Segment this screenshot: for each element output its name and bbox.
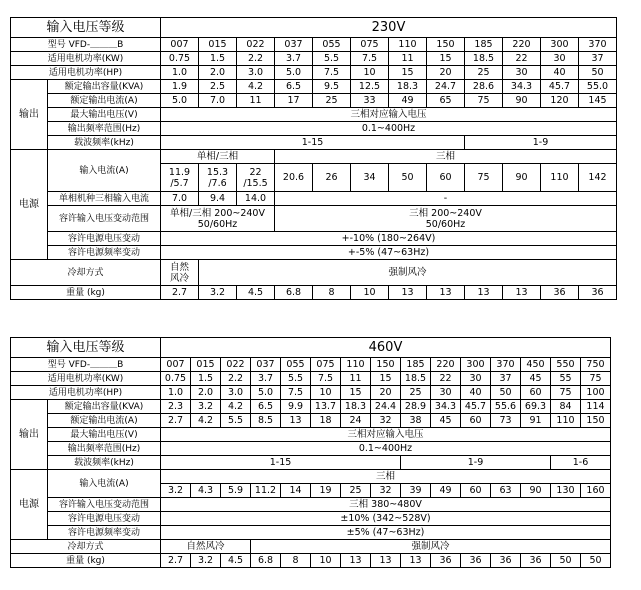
in-amp-cell: 14 (281, 484, 311, 498)
kw-cell: 37 (491, 372, 521, 386)
kva-cell: 55.0 (579, 80, 617, 94)
model-cell: 370 (579, 38, 617, 52)
model-cell: 750 (581, 358, 611, 372)
vrange-value: 三相 380~480V (161, 498, 611, 512)
amp-label: 额定输出电流(A) (48, 414, 161, 428)
amp-cell: 65 (427, 94, 465, 108)
weight-cell: 3.2 (191, 554, 221, 568)
in-amp-cell: 130 (551, 484, 581, 498)
in-amp-cell: 110 (541, 164, 579, 192)
single-input-cell: 14.0 (237, 192, 275, 206)
model-cell: 015 (191, 358, 221, 372)
single-input-cell: 9.4 (199, 192, 237, 206)
ftol-value: +-5% (47~63Hz) (161, 246, 617, 260)
model-cell: 150 (427, 38, 465, 52)
in-amp-cell: 49 (431, 484, 461, 498)
input-group-label: 电源 (11, 150, 48, 260)
hp-cell: 15 (341, 386, 371, 400)
model-cell: 075 (351, 38, 389, 52)
amp-cell: 5.0 (161, 94, 199, 108)
weight-cell: 8 (281, 554, 311, 568)
input-group-label: 电源 (11, 470, 48, 540)
kva-label: 额定输出容量(KVA) (48, 80, 161, 94)
model-cell: 300 (541, 38, 579, 52)
amp-cell: 4.2 (191, 414, 221, 428)
weight-label: 重量 (kg) (11, 554, 161, 568)
weight-cell: 36 (521, 554, 551, 568)
hp-cell: 1.0 (161, 386, 191, 400)
row-kw (11, 52, 617, 66)
cool-value: 自然风冷 (161, 540, 251, 554)
row-phase-header (11, 150, 617, 164)
model-cell: 550 (551, 358, 581, 372)
kva-cell: 28.6 (465, 80, 503, 94)
hp-cell: 50 (579, 66, 617, 80)
kw-cell: 37 (579, 52, 617, 66)
hp-cell: 40 (541, 66, 579, 80)
weight-cell: 13 (371, 554, 401, 568)
row-single-input (11, 192, 617, 206)
row-weight (11, 554, 611, 568)
model-cell: 450 (521, 358, 551, 372)
kw-cell: 1.5 (199, 52, 237, 66)
in-amp-cell: 90 (503, 164, 541, 192)
ftol-value: ±5% (47~63Hz) (161, 526, 611, 540)
vtol-label: 容许电源电压变动 (48, 512, 161, 526)
vrange-label: 容许输入电压变动范围 (48, 206, 161, 232)
in-amp-cell: 160 (581, 484, 611, 498)
carrier-value: 1-15 (161, 456, 401, 470)
row-vrange (11, 206, 617, 232)
weight-cell: 8 (313, 286, 351, 300)
amp-cell: 25 (313, 94, 351, 108)
model-cell: 037 (275, 38, 313, 52)
kw-cell: 0.75 (161, 52, 199, 66)
kw-cell: 30 (461, 372, 491, 386)
carrier-value: 1-15 (161, 136, 465, 150)
model-cell: 110 (341, 358, 371, 372)
weight-cell: 13 (341, 554, 371, 568)
kw-cell: 18.5 (465, 52, 503, 66)
model-cell: 370 (491, 358, 521, 372)
kva-label: 额定输出容量(KVA) (48, 400, 161, 414)
in-amp-cell: 142 (579, 164, 617, 192)
hp-cell: 60 (521, 386, 551, 400)
kw-cell: 2.2 (221, 372, 251, 386)
weight-cell: 10 (311, 554, 341, 568)
model-cell: 022 (221, 358, 251, 372)
row-freq (11, 122, 617, 136)
in-amp-label: 输入电流(A) (48, 470, 161, 498)
kva-cell: 28.9 (401, 400, 431, 414)
kw-cell: 18.5 (401, 372, 431, 386)
weight-cell: 2.7 (161, 554, 191, 568)
kva-cell: 9.5 (313, 80, 351, 94)
model-cell: 185 (465, 38, 503, 52)
hp-cell: 7.5 (281, 386, 311, 400)
amp-cell: 18 (311, 414, 341, 428)
kw-cell: 5.5 (313, 52, 351, 66)
hp-cell: 40 (461, 386, 491, 400)
row-ftol (11, 526, 611, 540)
model-cell: 220 (503, 38, 541, 52)
row-phase-header (11, 470, 611, 484)
weight-cell: 6.8 (251, 554, 281, 568)
vtol-label: 容许电源电压变动 (48, 232, 161, 246)
kw-cell: 7.5 (351, 52, 389, 66)
weight-cell: 13 (427, 286, 465, 300)
hp-cell: 2.0 (199, 66, 237, 80)
amp-cell: 73 (491, 414, 521, 428)
in-amp-cell: 26 (313, 164, 351, 192)
amp-cell: 13 (281, 414, 311, 428)
hp-cell: 7.5 (313, 66, 351, 80)
vtol-value: +-10% (180~264V) (161, 232, 617, 246)
model-cell: 185 (401, 358, 431, 372)
weight-cell: 6.8 (275, 286, 313, 300)
model-cell: 015 (199, 38, 237, 52)
output-group-label: 输出 (11, 400, 48, 470)
model-cell: 150 (371, 358, 401, 372)
hp-cell: 50 (491, 386, 521, 400)
kva-cell: 84 (551, 400, 581, 414)
kva-cell: 4.2 (221, 400, 251, 414)
kva-cell: 45.7 (541, 80, 579, 94)
kva-cell: 24.7 (427, 80, 465, 94)
kva-cell: 6.5 (251, 400, 281, 414)
model-cell: 110 (389, 38, 427, 52)
weight-cell: 36 (431, 554, 461, 568)
amp-cell: 33 (351, 94, 389, 108)
kva-cell: 18.3 (389, 80, 427, 94)
amp-cell: 49 (389, 94, 427, 108)
kva-cell: 2.3 (161, 400, 191, 414)
kw-cell: 30 (541, 52, 579, 66)
in-amp-cell: 39 (401, 484, 431, 498)
maxv-label: 最大输出电压(V) (48, 428, 161, 442)
kw-cell: 2.2 (237, 52, 275, 66)
phase-header: 三相 (161, 470, 611, 484)
hp-label: 适用电机功率(HP) (11, 66, 161, 80)
weight-cell: 13 (503, 286, 541, 300)
phase-header: 三相 (275, 150, 617, 164)
hp-cell: 15 (389, 66, 427, 80)
cool-label: 冷却方式 (11, 260, 161, 286)
model-label: 型号 VFD-＿＿＿B (11, 358, 161, 372)
kw-cell: 22 (431, 372, 461, 386)
vtol-value: ±10% (342~528V) (161, 512, 611, 526)
hp-cell: 20 (371, 386, 401, 400)
model-cell: 075 (311, 358, 341, 372)
carrier-label: 载波频率(kHz) (48, 136, 161, 150)
single-input-rest: - (275, 192, 617, 206)
in-amp-cell: 11.9 /5.7 (161, 164, 199, 192)
weight-cell: 13 (401, 554, 431, 568)
freq-label: 输出频率范围(Hz) (48, 122, 161, 136)
hp-cell: 100 (581, 386, 611, 400)
amp-cell: 75 (465, 94, 503, 108)
ftol-label: 容许电源频率变动 (48, 526, 161, 540)
in-amp-cell: 32 (371, 484, 401, 498)
kva-cell: 34.3 (503, 80, 541, 94)
kva-cell: 2.5 (199, 80, 237, 94)
in-amp-cell: 75 (465, 164, 503, 192)
amp-cell: 8.5 (251, 414, 281, 428)
kw-cell: 3.7 (275, 52, 313, 66)
in-amp-cell: 22 /15.5 (237, 164, 275, 192)
kva-cell: 55.6 (491, 400, 521, 414)
kva-cell: 24.4 (371, 400, 401, 414)
weight-cell: 50 (551, 554, 581, 568)
kw-cell: 7.5 (311, 372, 341, 386)
kva-cell: 3.2 (191, 400, 221, 414)
in-amp-cell: 5.9 (221, 484, 251, 498)
maxv-value: 三相对应输入电压 (161, 108, 617, 122)
kva-cell: 114 (581, 400, 611, 414)
hp-cell: 5.0 (251, 386, 281, 400)
kw-cell: 22 (503, 52, 541, 66)
kva-cell: 12.5 (351, 80, 389, 94)
cool-value: 强制风冷 (251, 540, 611, 554)
hp-label: 适用电机功率(HP) (11, 386, 161, 400)
kw-cell: 75 (581, 372, 611, 386)
row-freq (11, 442, 611, 456)
kw-cell: 0.75 (161, 372, 191, 386)
vrange-value: 单相/三相 200~240V 50/60Hz (161, 206, 275, 232)
model-cell: 220 (431, 358, 461, 372)
voltage-class-label: 输入电压等级 (11, 18, 161, 38)
amp-cell: 2.7 (161, 414, 191, 428)
single-input-cell: 7.0 (161, 192, 199, 206)
in-amp-cell: 90 (521, 484, 551, 498)
weight-cell: 4.5 (237, 286, 275, 300)
row-amp (11, 94, 617, 108)
amp-cell: 145 (579, 94, 617, 108)
kw-label: 适用电机功率(KW) (11, 52, 161, 66)
row-maxv (11, 428, 611, 442)
weight-cell: 13 (389, 286, 427, 300)
spec-table-460v (10, 337, 611, 568)
weight-label: 重量 (kg) (11, 286, 161, 300)
amp-cell: 110 (551, 414, 581, 428)
row-vtol (11, 232, 617, 246)
row-vtol (11, 512, 611, 526)
row-amp (11, 414, 611, 428)
maxv-value: 三相对应输入电压 (161, 428, 611, 442)
spec-table-230v (10, 17, 617, 300)
in-amp-cell: 4.3 (191, 484, 221, 498)
output-group-label: 输出 (11, 80, 48, 150)
kw-cell: 55 (551, 372, 581, 386)
kw-cell: 11 (341, 372, 371, 386)
in-amp-cell: 11.2 (251, 484, 281, 498)
kva-cell: 18.3 (341, 400, 371, 414)
model-cell: 055 (313, 38, 351, 52)
weight-cell: 36 (461, 554, 491, 568)
cool-value: 强制风冷 (199, 260, 617, 286)
amp-cell: 120 (541, 94, 579, 108)
kw-cell: 11 (389, 52, 427, 66)
hp-cell: 30 (431, 386, 461, 400)
kw-cell: 45 (521, 372, 551, 386)
maxv-label: 最大输出电压(V) (48, 108, 161, 122)
amp-cell: 60 (461, 414, 491, 428)
amp-cell: 38 (401, 414, 431, 428)
row-hp (11, 66, 617, 80)
row-carrier (11, 136, 617, 150)
row-model (11, 38, 617, 52)
voltage-class-value: 230V (161, 18, 617, 38)
hp-cell: 20 (427, 66, 465, 80)
in-amp-cell: 60 (427, 164, 465, 192)
kva-cell: 13.7 (311, 400, 341, 414)
hp-cell: 10 (311, 386, 341, 400)
row-kw (11, 372, 611, 386)
row-kva (11, 400, 611, 414)
amp-cell: 11 (237, 94, 275, 108)
weight-cell: 2.7 (161, 286, 199, 300)
kw-cell: 15 (371, 372, 401, 386)
weight-cell: 36 (579, 286, 617, 300)
vrange-value: 三相 200~240V 50/60Hz (275, 206, 617, 232)
row-ftol (11, 246, 617, 260)
weight-cell: 36 (491, 554, 521, 568)
hp-cell: 5.0 (275, 66, 313, 80)
row-carrier (11, 456, 611, 470)
kva-cell: 6.5 (275, 80, 313, 94)
amp-cell: 150 (581, 414, 611, 428)
weight-cell: 50 (581, 554, 611, 568)
model-cell: 007 (161, 38, 199, 52)
weight-cell: 36 (541, 286, 579, 300)
row-maxv (11, 108, 617, 122)
in-amp-cell: 25 (341, 484, 371, 498)
vrange-label: 容许输入电压变动范围 (48, 498, 161, 512)
kva-cell: 69.3 (521, 400, 551, 414)
row-cool (11, 260, 617, 286)
amp-cell: 7.0 (199, 94, 237, 108)
kw-label: 适用电机功率(KW) (11, 372, 161, 386)
freq-value: 0.1~400Hz (161, 442, 611, 456)
kva-cell: 1.9 (161, 80, 199, 94)
weight-cell: 13 (465, 286, 503, 300)
voltage-class-label: 输入电压等级 (11, 338, 161, 358)
kva-cell: 45.7 (461, 400, 491, 414)
hp-cell: 75 (551, 386, 581, 400)
kva-cell: 9.9 (281, 400, 311, 414)
carrier-value: 1-6 (551, 456, 611, 470)
amp-cell: 45 (431, 414, 461, 428)
voltage-class-value: 460V (161, 338, 611, 358)
row-hp (11, 386, 611, 400)
hp-cell: 1.0 (161, 66, 199, 80)
freq-label: 输出频率范围(Hz) (48, 442, 161, 456)
kva-cell: 4.2 (237, 80, 275, 94)
cool-label: 冷却方式 (11, 540, 161, 554)
cool-value: 自然 风冷 (161, 260, 199, 286)
model-cell: 300 (461, 358, 491, 372)
kw-cell: 15 (427, 52, 465, 66)
amp-cell: 17 (275, 94, 313, 108)
model-cell: 007 (161, 358, 191, 372)
hp-cell: 10 (351, 66, 389, 80)
hp-cell: 25 (401, 386, 431, 400)
carrier-value: 1-9 (401, 456, 551, 470)
in-amp-label: 输入电流(A) (48, 150, 161, 192)
in-amp-cell: 15.3 /7.6 (199, 164, 237, 192)
carrier-label: 载波频率(kHz) (48, 456, 161, 470)
hp-cell: 3.0 (221, 386, 251, 400)
row-weight (11, 286, 617, 300)
freq-value: 0.1~400Hz (161, 122, 617, 136)
model-cell: 022 (237, 38, 275, 52)
in-amp-cell: 34 (351, 164, 389, 192)
ftol-label: 容许电源频率变动 (48, 246, 161, 260)
hp-cell: 2.0 (191, 386, 221, 400)
row-model (11, 358, 611, 372)
in-amp-cell: 20.6 (275, 164, 313, 192)
single-input-label: 单相机种三相输入电流 (48, 192, 161, 206)
amp-cell: 90 (503, 94, 541, 108)
hp-cell: 3.0 (237, 66, 275, 80)
carrier-value: 1-9 (465, 136, 617, 150)
amp-cell: 91 (521, 414, 551, 428)
hp-cell: 30 (503, 66, 541, 80)
in-amp-cell: 3.2 (161, 484, 191, 498)
model-label: 型号 VFD-＿＿＿B (11, 38, 161, 52)
kw-cell: 3.7 (251, 372, 281, 386)
model-cell: 055 (281, 358, 311, 372)
kw-cell: 5.5 (281, 372, 311, 386)
amp-cell: 32 (371, 414, 401, 428)
row-cool (11, 540, 611, 554)
kw-cell: 1.5 (191, 372, 221, 386)
in-amp-cell: 60 (461, 484, 491, 498)
amp-label: 额定输出电流(A) (48, 94, 161, 108)
in-amp-cell: 63 (491, 484, 521, 498)
row-kva (11, 80, 617, 94)
kva-cell: 34.3 (431, 400, 461, 414)
weight-cell: 10 (351, 286, 389, 300)
in-amp-cell: 19 (311, 484, 341, 498)
in-amp-cell: 50 (389, 164, 427, 192)
weight-cell: 4.5 (221, 554, 251, 568)
model-cell: 037 (251, 358, 281, 372)
amp-cell: 5.5 (221, 414, 251, 428)
hp-cell: 25 (465, 66, 503, 80)
phase-header: 单相/三相 (161, 150, 275, 164)
amp-cell: 24 (341, 414, 371, 428)
weight-cell: 3.2 (199, 286, 237, 300)
row-vrange (11, 498, 611, 512)
